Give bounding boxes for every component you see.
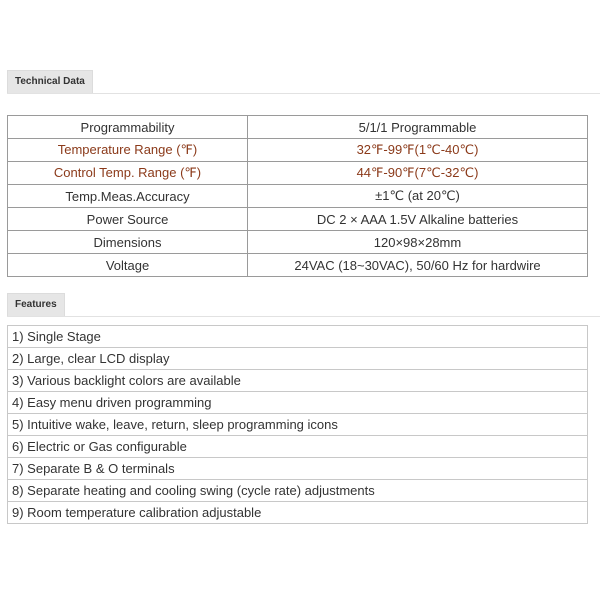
table-row xyxy=(8,185,588,208)
list-item xyxy=(8,414,588,436)
feature-text: 5) Intuitive wake, leave, return, sleep programming icons xyxy=(8,414,588,436)
table-row xyxy=(8,254,588,277)
spec-label: Voltage xyxy=(8,254,248,277)
spec-label: Programmability xyxy=(8,116,248,139)
feature-text: 1) Single Stage xyxy=(8,326,588,348)
list-item xyxy=(8,436,588,458)
feature-text: 3) Various backlight colors are available xyxy=(8,370,588,392)
list-item xyxy=(8,348,588,370)
table-row xyxy=(8,208,588,231)
feature-text: 9) Room temperature calibration adjustable xyxy=(8,502,588,524)
list-item xyxy=(8,326,588,348)
table-row xyxy=(8,162,588,185)
spec-value: 24VAC (18~30VAC), 50/60 Hz for hardwire xyxy=(248,254,588,277)
features-heading: Features xyxy=(7,293,65,316)
spec-label: Power Source xyxy=(8,208,248,231)
spec-label: Dimensions xyxy=(8,231,248,254)
list-item xyxy=(8,458,588,480)
spec-value: 32℉-99℉(1℃-40℃) xyxy=(248,139,588,162)
spec-value: DC 2 × AAA 1.5V Alkaline batteries xyxy=(248,208,588,231)
feature-text: 4) Easy menu driven programming xyxy=(8,392,588,414)
technical-data-divider xyxy=(7,93,600,94)
spec-label: Temperature Range (℉) xyxy=(8,139,248,162)
feature-text: 7) Separate B & O terminals xyxy=(8,458,588,480)
spec-value: 44℉-90℉(7℃-32℃) xyxy=(248,162,588,185)
list-item xyxy=(8,392,588,414)
list-item xyxy=(8,370,588,392)
spec-value: 120×98×28mm xyxy=(248,231,588,254)
technical-data-heading: Technical Data xyxy=(7,70,93,93)
feature-text: 2) Large, clear LCD display xyxy=(8,348,588,370)
features-table xyxy=(7,325,588,524)
table-row xyxy=(8,139,588,162)
table-row xyxy=(8,116,588,139)
features-divider xyxy=(7,316,600,317)
spec-label: Temp.Meas.Accuracy xyxy=(8,185,248,208)
list-item xyxy=(8,480,588,502)
spec-label: Control Temp. Range (℉) xyxy=(8,162,248,185)
spec-value: ±1℃ (at 20℃) xyxy=(248,185,588,208)
spec-value: 5/1/1 Programmable xyxy=(248,116,588,139)
feature-text: 6) Electric or Gas configurable xyxy=(8,436,588,458)
list-item xyxy=(8,502,588,524)
technical-data-table xyxy=(7,115,588,277)
table-row xyxy=(8,231,588,254)
feature-text: 8) Separate heating and cooling swing (cycle rate) adjustments xyxy=(8,480,588,502)
